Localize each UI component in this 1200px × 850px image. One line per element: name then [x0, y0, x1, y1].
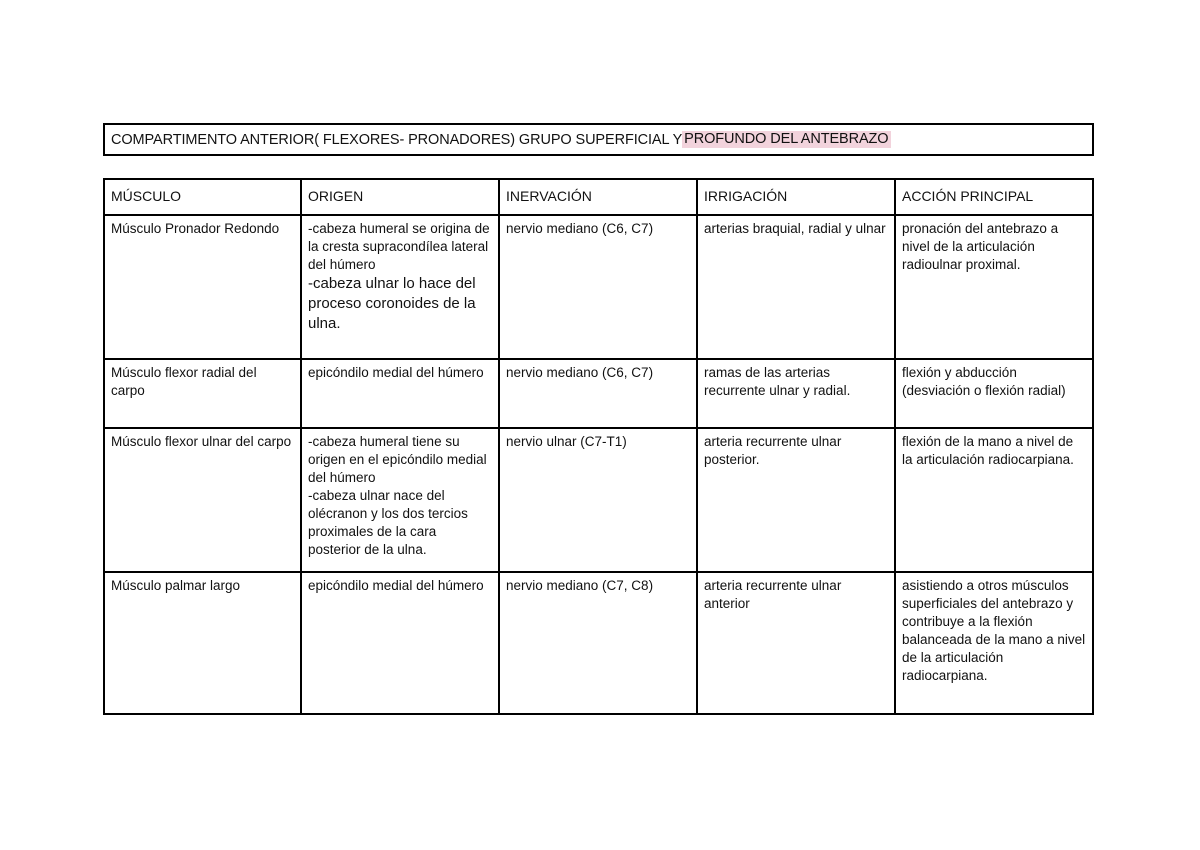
- muscle-table: [103, 178, 1094, 715]
- cell-origen: epicóndilo medial del húmero: [301, 359, 499, 428]
- origen-part-a: -cabeza humeral se origina de la cresta supracondílea lateral del húmero: [308, 221, 490, 272]
- title-highlighted-text: PROFUNDO DEL ANTEBRAZO: [684, 131, 889, 147]
- cell-irrigacion: arteria recurrente ulnar posterior.: [697, 428, 895, 572]
- header-origen: ORIGEN: [301, 179, 499, 215]
- cell-inervacion: nervio mediano (C6, C7): [499, 359, 697, 428]
- cell-origen: [301, 215, 499, 359]
- document-title: [103, 123, 1094, 156]
- origen-part-b: -cabeza ulnar lo hace del proceso coronoides de la ulna.: [308, 275, 476, 332]
- cell-irrigacion: arteria recurrente ulnar anterior: [697, 572, 895, 714]
- title-text: COMPARTIMENTO ANTERIOR( FLEXORES- PRONADORES) GRUPO SUPERFICIAL Y: [111, 131, 683, 148]
- header-inervacion: INERVACIÓN: [499, 179, 697, 215]
- header-musculo: MÚSCULO: [104, 179, 301, 215]
- cell-inervacion: nervio ulnar (C7-T1): [499, 428, 697, 572]
- cell-irrigacion: ramas de las arterias recurrente ulnar y radial.: [697, 359, 895, 428]
- table-row: [104, 215, 1093, 359]
- origen-part-b: -cabeza ulnar nace del olécranon y los dos tercios proximales de la cara posterior de la ulna.: [308, 488, 468, 557]
- origen-part-a: -cabeza humeral tiene su origen en el epicóndilo medial del húmero: [308, 434, 487, 485]
- cell-accion: flexión y abducción (desviación o flexión radial): [895, 359, 1093, 428]
- cell-musculo: Músculo flexor ulnar del carpo: [104, 428, 301, 572]
- cell-origen: [301, 428, 499, 572]
- table-row: [104, 428, 1093, 572]
- cell-inervacion: nervio mediano (C7, C8): [499, 572, 697, 714]
- cell-origen: epicóndilo medial del húmero: [301, 572, 499, 714]
- cell-accion: asistiendo a otros músculos superficiales del antebrazo y contribuye a la flexión balanceada de la mano a nivel de la articulación radiocarpiana.: [895, 572, 1093, 714]
- cell-musculo: Músculo Pronador Redondo: [104, 215, 301, 359]
- header-irrigacion: IRRIGACIÓN: [697, 179, 895, 215]
- cell-accion: flexión de la mano a nivel de la articulación radiocarpiana.: [895, 428, 1093, 572]
- cell-inervacion: nervio mediano (C6, C7): [499, 215, 697, 359]
- cell-irrigacion: arterias braquial, radial y ulnar: [697, 215, 895, 359]
- header-accion: ACCIÓN PRINCIPAL: [895, 179, 1093, 215]
- table-row: [104, 359, 1093, 428]
- cell-musculo: Músculo flexor radial del carpo: [104, 359, 301, 428]
- cell-musculo: Músculo palmar largo: [104, 572, 301, 714]
- table-header-row: [104, 179, 1093, 215]
- cell-accion: pronación del antebrazo a nivel de la articulación radioulnar proximal.: [895, 215, 1093, 359]
- table-row: [104, 572, 1093, 714]
